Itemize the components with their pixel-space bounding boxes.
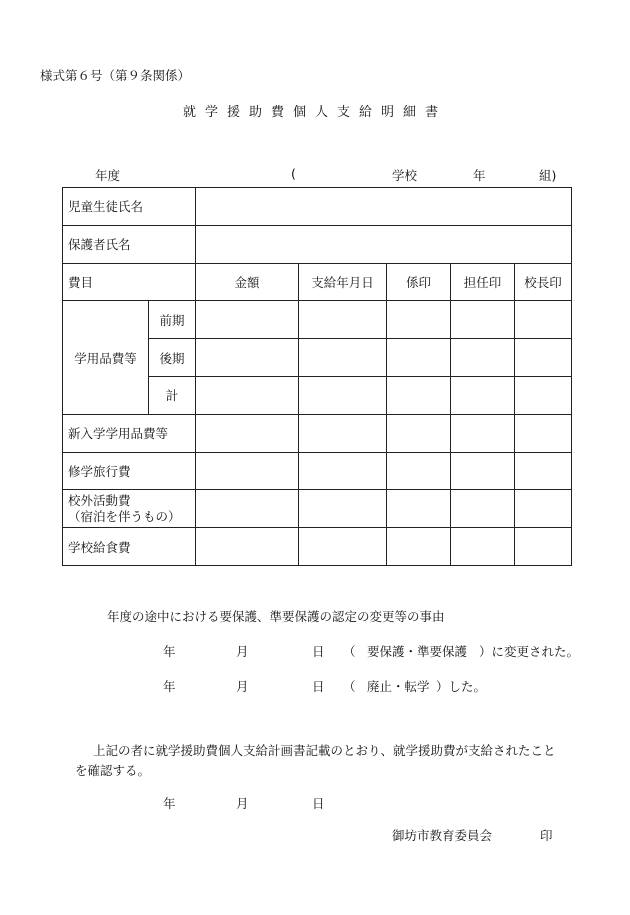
school-lunch-label: 学校給食費	[63, 528, 196, 566]
change2-month: 月	[236, 679, 249, 694]
cell[interactable]	[299, 376, 387, 414]
column-header-paid-date: 支給年月日	[299, 263, 387, 301]
cell[interactable]	[387, 490, 451, 528]
cell[interactable]	[387, 376, 451, 414]
school-trip-label: 修学旅行費	[63, 452, 196, 490]
cell[interactable]	[387, 452, 451, 490]
table-row	[63, 452, 572, 490]
cell[interactable]	[515, 452, 572, 490]
table-header-row	[63, 263, 572, 301]
cell[interactable]	[196, 452, 299, 490]
cell[interactable]	[451, 414, 515, 452]
cell[interactable]	[515, 490, 572, 528]
cell[interactable]	[387, 528, 451, 566]
school-label: 学校	[392, 168, 418, 183]
change2-suffix: ）した。	[436, 679, 487, 694]
cell[interactable]	[196, 490, 299, 528]
table-row	[63, 225, 572, 263]
cell[interactable]	[451, 528, 515, 566]
cell[interactable]	[299, 301, 387, 339]
table-row	[63, 490, 572, 528]
outdoor-activity-line1: 校外活動費	[68, 492, 131, 508]
cell[interactable]	[451, 452, 515, 490]
cell[interactable]	[515, 414, 572, 452]
cell[interactable]	[451, 376, 515, 414]
table-row	[63, 188, 572, 226]
certification-day: 日	[312, 796, 325, 811]
grade-label: 年	[473, 168, 486, 183]
column-header-clerk-seal: 係印	[387, 263, 451, 301]
cell[interactable]	[196, 528, 299, 566]
guardian-name-field[interactable]	[196, 225, 572, 263]
cell[interactable]	[299, 414, 387, 452]
student-name-field[interactable]	[196, 188, 572, 226]
change1-options: 要保護・準要保護	[367, 644, 468, 659]
cell[interactable]	[299, 452, 387, 490]
new-entry-supplies-label: 新入学学用品費等	[63, 414, 196, 452]
issuer-name: 御坊市教育委員会	[392, 828, 493, 843]
student-name-label: 児童生徒氏名	[63, 188, 196, 226]
cell[interactable]	[515, 301, 572, 339]
change2-day: 日	[312, 679, 325, 694]
cell[interactable]	[515, 376, 572, 414]
cell[interactable]	[451, 490, 515, 528]
cell[interactable]	[299, 339, 387, 377]
column-header-item: 費目	[63, 263, 196, 301]
cell[interactable]	[451, 301, 515, 339]
school-supplies-label: 学用品費等	[63, 301, 149, 414]
cell[interactable]	[196, 376, 299, 414]
cell[interactable]	[387, 301, 451, 339]
table-row	[63, 414, 572, 452]
change-reason-heading: 年度の途中における要保護、準要保護の認定の変更等の事由	[107, 609, 445, 624]
change1-month: 月	[236, 644, 249, 659]
change2-options: 廃止・転学	[367, 679, 430, 694]
cell[interactable]	[387, 339, 451, 377]
cell[interactable]	[515, 339, 572, 377]
seal-mark: 印	[540, 828, 553, 843]
change1-suffix: ）に変更された。	[479, 644, 580, 659]
change1-day: 日	[312, 644, 325, 659]
school-paren-open: (	[291, 166, 296, 181]
document-title: 就学援助費個人支給明細書	[182, 105, 447, 120]
detail-table	[62, 187, 572, 566]
cell[interactable]	[515, 528, 572, 566]
table-row	[63, 301, 572, 339]
column-header-amount: 金額	[196, 263, 299, 301]
certification-year: 年	[163, 796, 176, 811]
cell[interactable]	[196, 301, 299, 339]
form-number: 様式第６号（第９条関係）	[40, 68, 191, 83]
cell[interactable]	[451, 339, 515, 377]
change1-year: 年	[163, 644, 176, 659]
first-term-label: 前期	[149, 301, 196, 339]
fiscal-year-label: 年度	[95, 168, 121, 183]
guardian-name-label: 保護者氏名	[63, 225, 196, 263]
cell[interactable]	[299, 490, 387, 528]
change1-paren: （	[343, 644, 356, 659]
column-header-principal-seal: 校長印	[515, 263, 572, 301]
cell[interactable]	[196, 339, 299, 377]
outdoor-activity-label	[63, 490, 196, 528]
second-term-label: 後期	[149, 339, 196, 377]
certification-text-line2: を確認する。	[75, 763, 151, 778]
table-row	[63, 528, 572, 566]
outdoor-activity-line2: （宿泊を伴うもの）	[68, 508, 181, 524]
cell[interactable]	[387, 414, 451, 452]
change2-paren: （	[343, 679, 356, 694]
cell[interactable]	[299, 528, 387, 566]
total-label: 計	[149, 376, 196, 414]
change2-year: 年	[163, 679, 176, 694]
column-header-teacher-seal: 担任印	[451, 263, 515, 301]
cell[interactable]	[196, 414, 299, 452]
certification-month: 月	[236, 796, 249, 811]
class-label: 組)	[539, 168, 557, 183]
certification-text-line1: 上記の者に就学援助費個人支給計画書記載のとおり、就学援助費が支給されたこと	[93, 743, 556, 758]
